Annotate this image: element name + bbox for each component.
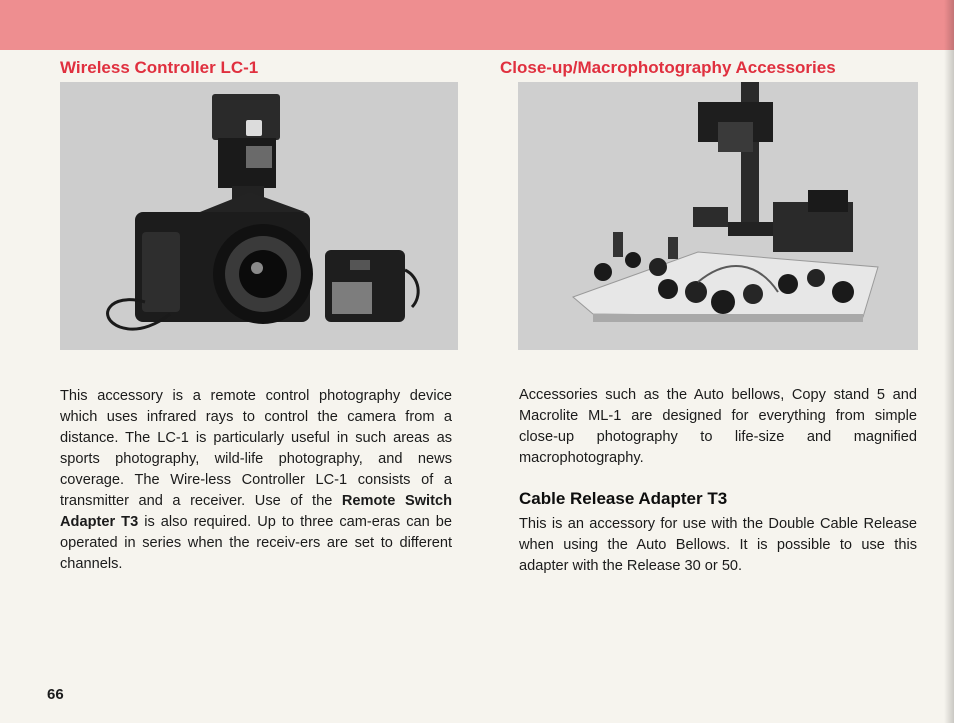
camera-with-flash-and-remote-image: [60, 82, 458, 350]
cable-release-adapter-heading: Cable Release Adapter T3: [519, 489, 728, 508]
macrophotography-accessories-image: [518, 82, 918, 350]
page-number: 66: [47, 686, 64, 703]
top-color-band: [0, 0, 954, 50]
cable-release-adapter-description: This is an accessory for use with the Double Cable Release when using the Auto Bellows. It is possible to use this adapter with the Release 30 or 50.: [519, 516, 917, 574]
wireless-controller-description: [60, 386, 452, 575]
page-edge-shadow: [944, 0, 954, 723]
close-up-accessories-description: Accessories such as the Auto bellows, Copy stand 5 and Macrolite ML-1 are designed for everything from simple close-up photography to life-size and magnified macrophotography.: [519, 387, 917, 466]
wireless-controller-heading: Wireless Controller LC-1: [60, 58, 259, 77]
close-up-accessories-heading: Close-up/Macrophotography Accessories: [500, 58, 836, 77]
wireless-controller-text-end: is also required. Up to three cam-eras can be operated in series when the receiv-ers are set to different channels.: [60, 514, 452, 572]
wireless-controller-text-start: This accessory is a remote control photography device which uses infrared rays to control the camera from a distance. The LC-1 is particularly useful in such areas as sports photography, wild-life photography, and news coverage. The Wire-less Controller LC-1 consists of a transmitter and a receiver. Use of the: [60, 388, 452, 509]
remote-switch-adapter-term: Remote Switch Adapter T3: [60, 493, 453, 530]
